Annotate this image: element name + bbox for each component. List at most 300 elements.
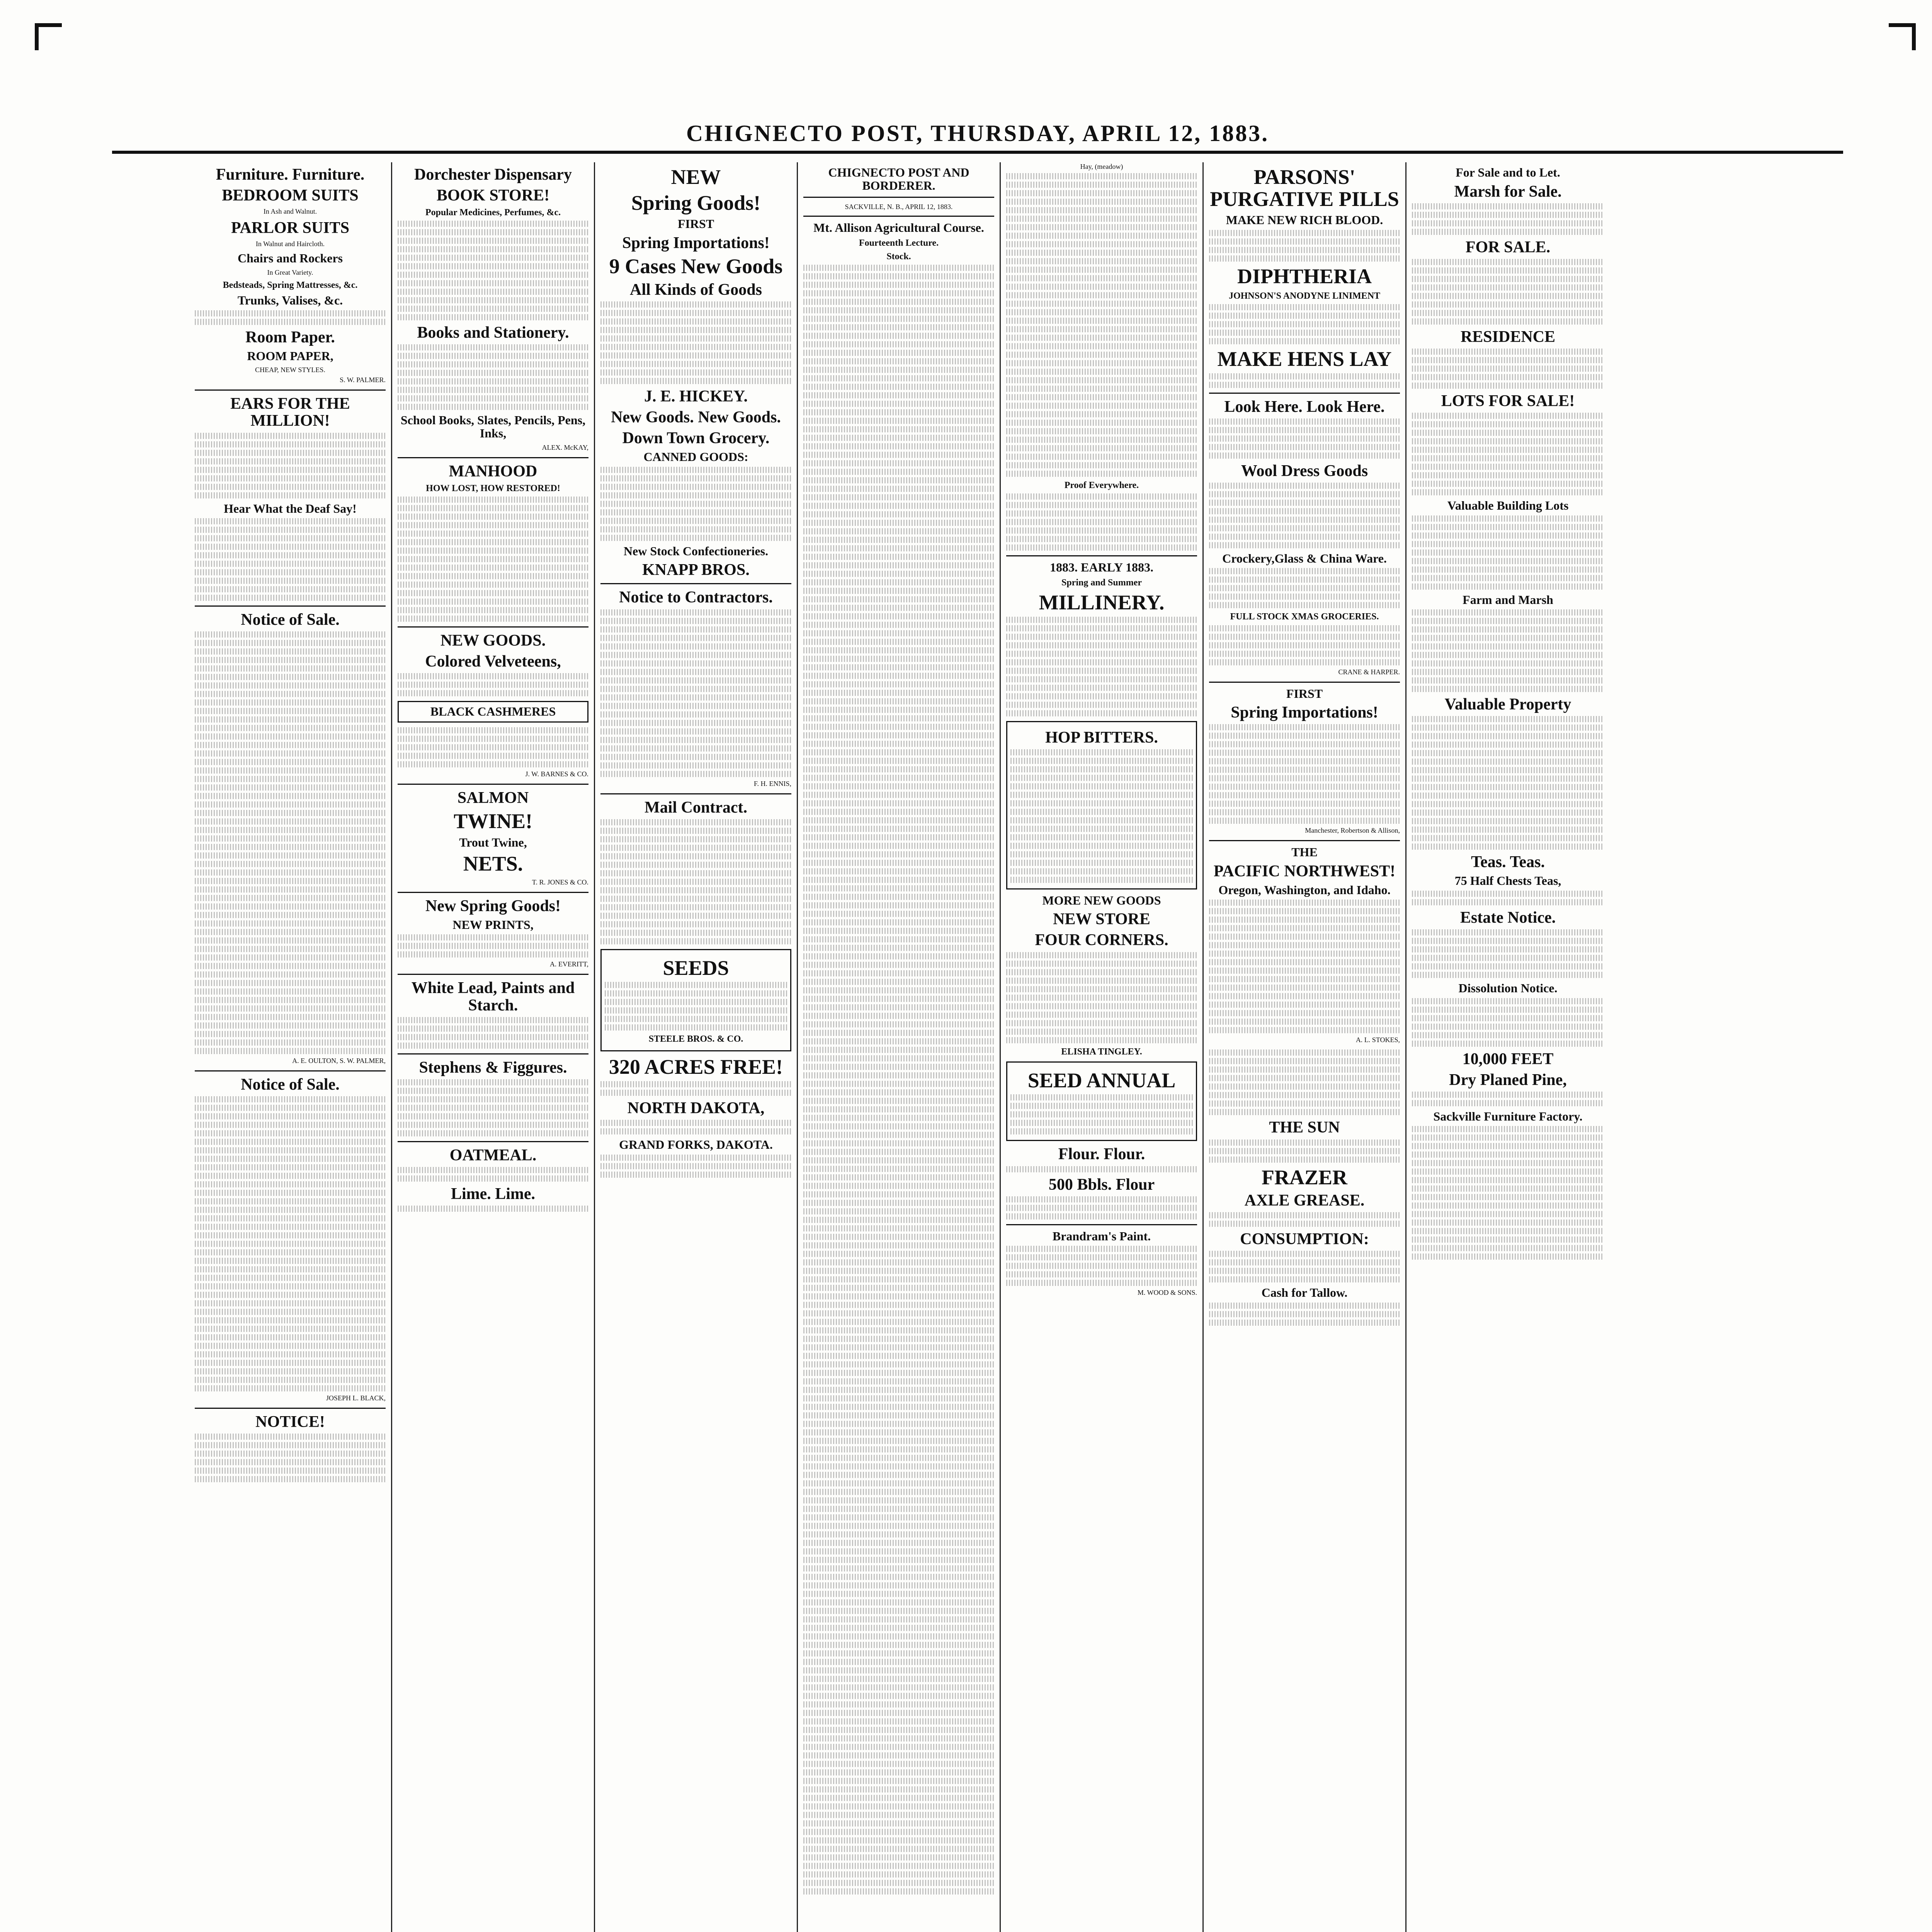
text-line: [1412, 583, 1604, 590]
masthead-title: CHIGNECTO POST, THURSDAY, APRIL 12, 1883.: [686, 121, 1269, 146]
text-line: [1209, 1019, 1400, 1025]
dissolution-heading: Dissolution Notice.: [1458, 981, 1558, 995]
text-line: [803, 1591, 994, 1597]
text-line: [398, 497, 588, 503]
text-line: [803, 1081, 994, 1087]
text-line: [600, 754, 791, 760]
text-line: [1006, 1254, 1197, 1260]
new-prints-heading: NEW PRINTS,: [452, 917, 534, 932]
text-line: [1412, 835, 1604, 841]
text-line: [1209, 444, 1400, 450]
text-line: [1412, 1245, 1604, 1251]
text-line: [1412, 972, 1604, 978]
text-line: [803, 1684, 994, 1690]
text-line: [803, 1769, 994, 1776]
text-line: [398, 238, 588, 244]
text-line: [195, 1434, 386, 1440]
text-line: [1209, 452, 1400, 459]
text-line: [398, 1088, 588, 1094]
text-line: [1006, 1196, 1197, 1202]
text-line: [803, 834, 994, 840]
mail-contract-heading: Mail Contract.: [645, 798, 747, 816]
text-line: [605, 1024, 787, 1031]
text-line: [803, 1072, 994, 1078]
text-line: [1209, 750, 1400, 756]
text-line: [195, 852, 386, 859]
text-line: [195, 535, 386, 541]
text-line: [600, 870, 791, 876]
text-line: [195, 1326, 386, 1332]
text-line: [803, 894, 994, 900]
room-paper-heading: Room Paper.: [245, 328, 335, 346]
text-line: [600, 301, 791, 308]
text-line: [803, 843, 994, 849]
text-line: [1006, 1205, 1197, 1211]
text-line: [195, 1130, 386, 1136]
text-line: [1209, 500, 1400, 506]
text-line: [600, 913, 791, 919]
text-line: [803, 851, 994, 857]
black-signature: JOSEPH L. BLACK,: [326, 1394, 386, 1402]
text-line: [1006, 952, 1197, 958]
text-line: [803, 1047, 994, 1053]
text-line: [803, 758, 994, 764]
text-line: [1412, 318, 1604, 325]
dispensary-heading: Dorchester Dispensary: [414, 166, 572, 184]
column-1: [189, 162, 392, 1932]
text-line: [803, 1854, 994, 1861]
text-line: [195, 1232, 386, 1238]
text-line: [803, 358, 994, 364]
text-line: [803, 1820, 994, 1827]
cash-tallow-heading: Cash for Tallow.: [1261, 1286, 1348, 1300]
wood-signature: M. WOOD & SONS.: [1137, 1289, 1197, 1297]
text-line: [1209, 1212, 1400, 1218]
text-line: [1006, 969, 1197, 975]
text-line: [1209, 1066, 1400, 1073]
text-line: [1006, 685, 1197, 691]
text-line: [803, 469, 994, 475]
text-line: [195, 1343, 386, 1349]
text-line: [1006, 352, 1197, 358]
text-line: [398, 1017, 588, 1023]
text-line: [600, 771, 791, 777]
spring-importations-heading-2: Spring Importations!: [1231, 704, 1378, 722]
text-line: [1209, 784, 1400, 790]
text-line: [803, 1837, 994, 1844]
text-line: [398, 272, 588, 278]
text-line: [398, 531, 588, 537]
axle-grease-heading: AXLE GREASE.: [1244, 1192, 1365, 1210]
text-line: [1412, 891, 1604, 897]
steele-signature: STEELE BROS. & CO.: [648, 1034, 743, 1044]
feet-heading: 10,000 FEET: [1462, 1050, 1554, 1068]
text-line: [600, 828, 791, 834]
text-line: [195, 1048, 386, 1054]
text-line: [803, 962, 994, 968]
text-line: [1412, 1100, 1604, 1106]
text-line: [600, 862, 791, 868]
text-line: [803, 639, 994, 645]
chairs-heading: Chairs and Rockers: [237, 251, 343, 265]
text-line: [398, 1105, 588, 1111]
lime-heading: Lime. Lime.: [451, 1185, 536, 1203]
text-line: [1006, 1020, 1197, 1026]
text-line: [600, 737, 791, 743]
text-line: [803, 1812, 994, 1818]
frazer-heading: FRAZER: [1261, 1165, 1347, 1189]
text-line: [803, 1480, 994, 1486]
text-line: [803, 1846, 994, 1852]
text-line: [803, 1523, 994, 1529]
text-line: [1412, 801, 1604, 807]
text-line: [195, 458, 386, 464]
text-line: [195, 682, 386, 689]
text-line: [195, 886, 386, 893]
text-line: [1010, 1111, 1193, 1117]
text-line: [803, 1225, 994, 1231]
spring-summer-heading: Spring and Summer: [1061, 577, 1142, 588]
text-line: [600, 501, 791, 507]
text-line: [803, 1659, 994, 1665]
text-line: [1209, 491, 1400, 497]
text-line: [1412, 472, 1604, 478]
column-3: [595, 162, 798, 1932]
text-line: [1412, 677, 1604, 684]
text-line: [1209, 230, 1400, 236]
text-line: [600, 1081, 791, 1087]
text-line: [1209, 976, 1400, 982]
text-line: [803, 1710, 994, 1716]
text-line: [1209, 801, 1400, 807]
text-line: [600, 318, 791, 325]
text-line: [803, 1378, 994, 1384]
new-goods-heading-2: New Goods. New Goods.: [611, 408, 781, 426]
text-line: [803, 1234, 994, 1240]
text-line: [195, 1442, 386, 1448]
text-line: [600, 703, 791, 709]
text-line: [398, 246, 588, 252]
text-line: [195, 492, 386, 498]
text-line: [195, 912, 386, 918]
text-line: [600, 879, 791, 885]
text-line: [398, 505, 588, 511]
new-spring-goods-heading: New Spring Goods!: [425, 897, 561, 915]
text-line: [1006, 250, 1197, 256]
text-line: [195, 1468, 386, 1474]
text-line: [803, 979, 994, 985]
text-line: [1412, 203, 1604, 209]
text-line: [1412, 946, 1604, 952]
corner-mark-tr: [1889, 23, 1916, 50]
text-line: [195, 310, 386, 316]
text-line: [398, 690, 588, 696]
stephens-heading: Stephens & Figgures.: [419, 1058, 567, 1077]
text-line: [195, 861, 386, 867]
text-line: [803, 1064, 994, 1070]
text-line: [803, 435, 994, 441]
text-line: [803, 707, 994, 713]
text-line: [1412, 374, 1604, 380]
text-line: [1209, 1049, 1400, 1056]
text-line: [1209, 758, 1400, 764]
text-line: [1006, 173, 1197, 179]
text-line: [803, 1030, 994, 1036]
text-line: [1412, 1007, 1604, 1013]
text-line: [1006, 519, 1197, 525]
text-line: [1412, 618, 1604, 624]
text-line: [1006, 668, 1197, 674]
text-line: [803, 622, 994, 628]
text-line: [803, 766, 994, 772]
text-line: [803, 520, 994, 526]
text-line: [803, 1514, 994, 1520]
text-line: [1006, 301, 1197, 307]
text-line: [398, 370, 588, 376]
text-line: [1209, 775, 1400, 781]
masthead: [112, 116, 1843, 154]
text-line: [600, 361, 791, 367]
text-line: [803, 1531, 994, 1537]
text-line: [398, 673, 588, 679]
text-line: [195, 1198, 386, 1204]
bedroom-suits-text: In Ash and Walnut.: [263, 207, 317, 216]
text-line: [803, 877, 994, 883]
text-line: [1209, 925, 1400, 931]
text-line: [1209, 959, 1400, 965]
text-line: [803, 1242, 994, 1248]
text-line: [1412, 1194, 1604, 1200]
text-line: [1209, 1010, 1400, 1016]
trout-twine-heading: Trout Twine,: [459, 835, 527, 849]
salmon-heading: SALMON: [457, 789, 529, 807]
text-line: [195, 475, 386, 481]
text-line: [803, 290, 994, 296]
text-line: [803, 1157, 994, 1163]
text-line: [803, 1693, 994, 1699]
text-line: [803, 375, 994, 381]
text-line: [600, 819, 791, 825]
text-line: [1209, 435, 1400, 442]
text-line: [803, 698, 994, 704]
text-line: [1209, 1100, 1400, 1107]
text-line: [803, 724, 994, 730]
text-line: [1006, 445, 1197, 451]
hop-bitters-heading: HOP BITTERS.: [1045, 728, 1158, 747]
text-line: [803, 868, 994, 874]
text-line: [803, 1497, 994, 1503]
text-line: [1006, 216, 1197, 222]
text-line: [803, 1888, 994, 1895]
manhood-heading: MANHOOD: [449, 462, 537, 480]
text-line: [803, 1540, 994, 1546]
text-line: [1006, 233, 1197, 239]
flour-heading: Flour. Flour.: [1058, 1145, 1145, 1163]
text-line: [803, 1361, 994, 1367]
text-line: [600, 669, 791, 675]
text-line: [600, 327, 791, 333]
text-line: [195, 903, 386, 910]
text-line: [605, 990, 787, 997]
text-line: [195, 750, 386, 757]
text-line: [605, 999, 787, 1005]
text-line: [1412, 421, 1604, 427]
text-line: [1006, 437, 1197, 443]
stock-heading: Stock.: [886, 251, 911, 262]
text-line: [803, 367, 994, 373]
text-line: [195, 1096, 386, 1102]
everitt-signature: A. EVERITT,: [549, 960, 588, 968]
text-line: [803, 1803, 994, 1810]
text-line: [1412, 566, 1604, 573]
text-line: [1006, 420, 1197, 426]
text-line: [1412, 447, 1604, 453]
text-line: [195, 1147, 386, 1153]
wool-dress-heading: Wool Dress Goods: [1241, 462, 1368, 480]
text-line: [1412, 1211, 1604, 1217]
text-line: [398, 590, 588, 596]
text-line: [1006, 625, 1197, 631]
text-line: [803, 775, 994, 781]
text-line: [195, 578, 386, 584]
text-line: [1209, 908, 1400, 914]
text-line: [195, 1292, 386, 1298]
text-line: [803, 1353, 994, 1359]
text-line: [195, 518, 386, 524]
text-line: [195, 1451, 386, 1457]
residence-heading: RESIDENCE: [1460, 328, 1556, 346]
text-line: [1412, 660, 1604, 667]
text-line: [803, 630, 994, 636]
text-line: [1010, 1120, 1193, 1126]
text-line: [803, 1319, 994, 1325]
text-line: [398, 607, 588, 613]
text-line: [803, 715, 994, 721]
text-line: [195, 920, 386, 927]
text-line: [600, 626, 791, 633]
text-line: [195, 1224, 386, 1230]
text-line: [803, 1489, 994, 1495]
oulton-signature: A. E. OULTON, S. W. PALMER,: [292, 1057, 386, 1065]
text-line: [600, 467, 791, 473]
text-line: [1412, 759, 1604, 765]
text-line: [803, 1608, 994, 1614]
text-line: [195, 827, 386, 833]
text-line: [195, 450, 386, 456]
text-line: [1412, 626, 1604, 633]
text-line: [1006, 1271, 1197, 1277]
hens-lay-heading: MAKE HENS LAY: [1217, 347, 1392, 371]
text-line: [803, 783, 994, 789]
text-line: [195, 835, 386, 842]
text-line: [1010, 860, 1193, 866]
text-line: [803, 392, 994, 398]
text-line: [195, 1385, 386, 1391]
text-line: [1010, 851, 1193, 857]
text-line: [195, 467, 386, 473]
book-store-heading: BOOK STORE!: [436, 187, 550, 205]
text-line: [803, 1132, 994, 1138]
text-line: [398, 943, 588, 949]
text-line: [803, 324, 994, 330]
tingley-signature: ELISHA TINGLEY.: [1061, 1046, 1142, 1057]
text-line: [1412, 541, 1604, 547]
text-line: [803, 1616, 994, 1622]
dateline: SACKVILLE, N. B., APRIL 12, 1883.: [845, 203, 953, 211]
text-line: [803, 673, 994, 679]
text-line: [1412, 1041, 1604, 1047]
text-line: [1006, 710, 1197, 716]
text-line: [803, 647, 994, 653]
text-line: [1412, 515, 1604, 522]
text-line: [195, 552, 386, 558]
text-line: [1006, 369, 1197, 375]
lecture-course-heading: Mt. Allison Agricultural Course.: [813, 221, 984, 235]
text-line: [195, 1249, 386, 1255]
text-line: [195, 810, 386, 816]
free-acres-heading: 320 ACRES FREE!: [609, 1055, 783, 1079]
text-line: [803, 1013, 994, 1019]
text-line: [1006, 502, 1197, 508]
text-line: [1412, 1024, 1604, 1030]
notice-of-sale-2-heading: Notice of Sale.: [241, 1076, 340, 1094]
text-line: [1209, 1221, 1400, 1227]
text-line: [1209, 1320, 1400, 1326]
text-line: [195, 1122, 386, 1128]
text-line: [195, 818, 386, 825]
text-line: [398, 1034, 588, 1040]
text-line: [1006, 182, 1197, 188]
text-line: [600, 635, 791, 641]
text-line: [1209, 809, 1400, 815]
text-line: [1010, 792, 1193, 798]
new-goods-heading: NEW GOODS.: [440, 631, 546, 650]
look-here-heading: Look Here. Look Here.: [1224, 398, 1385, 416]
text-line: [803, 307, 994, 313]
text-line: [1006, 199, 1197, 205]
text-line: [195, 484, 386, 490]
spring-importations-heading: Spring Importations!: [622, 234, 770, 252]
text-line: [1006, 428, 1197, 434]
text-line: [1006, 510, 1197, 517]
notice-heading: NOTICE!: [255, 1413, 325, 1431]
text-line: [803, 1208, 994, 1214]
for-sale-heading: FOR SALE.: [1465, 238, 1551, 256]
text-line: [1209, 651, 1400, 657]
text-line: [600, 711, 791, 718]
text-line: [1006, 617, 1197, 623]
text-line: [398, 1079, 588, 1085]
all-kinds-heading: All Kinds of Goods: [630, 281, 762, 299]
text-line: [1412, 1185, 1604, 1192]
text-line: [803, 409, 994, 415]
text-line: [1412, 383, 1604, 389]
text-line: [1209, 968, 1400, 974]
text-line: [1209, 792, 1400, 798]
text-line: [803, 545, 994, 551]
text-line: [803, 953, 994, 959]
text-line: [398, 1206, 588, 1212]
text-line: [195, 759, 386, 765]
text-line: [803, 1183, 994, 1189]
text-line: [1006, 1280, 1197, 1286]
text-line: [195, 733, 386, 740]
text-line: [1209, 594, 1400, 600]
text-line: [195, 1181, 386, 1187]
text-line: [1006, 394, 1197, 400]
text-line: [1412, 844, 1604, 850]
text-line: [1006, 642, 1197, 648]
